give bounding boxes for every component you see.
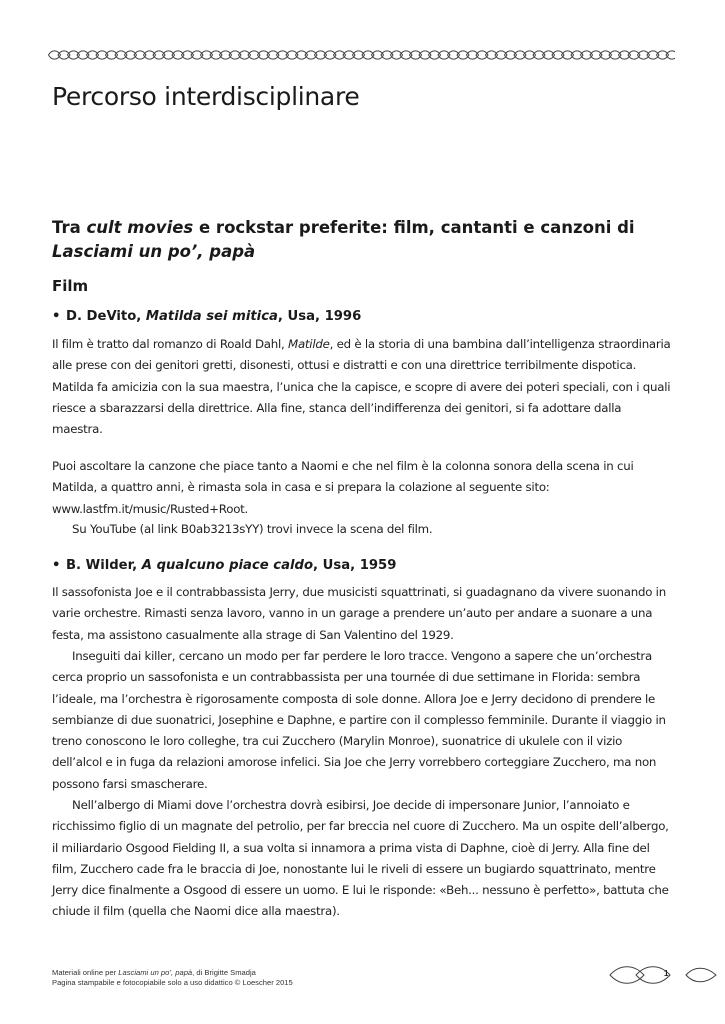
wilder-synopsis-1: Il sassofonista Joe e il contrabbassista Jerry, due musicisti squattrinati, si guadagnano da vivere suonando in varie orchestre. Rimasti senza lavoro, vanno in un garage a prendere un’auto per andare a suonare a una festa, ma assistono casualmente alla strage di San Valentino del 1929. <box>52 585 666 642</box>
matilda-youtube-info: Su YouTube (al link B0ab3213sYY) trovi invece la scena del film. <box>72 522 433 536</box>
footer-copyright: Pagina stampabile e fotocopiabile solo a uso didattico © Loescher 2015 <box>52 978 293 987</box>
chain-border-icon <box>48 48 675 62</box>
wilder-synopsis-3: Nell’albergo di Miami dove l’orchestra dovrà esibirsi, Joe decide di impersonare Junior, l’annoiato e ricchissimo figlio di un magnate del petrolio, per far breccia nel cuore di Zucchero. Ma un ospite dell’albergo, il miliardario Osgood Fielding II, a sua volta si innamora a prima vista di Daphne, cioè di Jerry. Alla fine del film, Zucchero cade fra le braccia di Joe, nonostante lui le riveli di essere un bugiardo squattrinato, mentre Jerry dice finalmente a Osgood di essere un uomo. E lui le risponde: «Beh... nessuno è perfetto», battuta che chiude il film (quella che Naomi dice alla maestra). <box>52 798 669 919</box>
footer-credit: Materiali online per Lasciami un po’, papà, di Brigitte Smadja <box>52 968 256 977</box>
page-number: 1 <box>664 969 669 978</box>
lastfm-link[interactable]: www.lastfm.it/music/Rusted+Root. <box>52 501 249 516</box>
film-heading-matilda: • D. DeVito, Matilda sei mitica, Usa, 1996 <box>52 309 362 324</box>
matilda-song-info: Puoi ascoltare la canzone che piace tanto a Naomi e che nel film è la colonna sonora della scena in cui Matilda, a quattro anni, è rimasta sola in casa e si prepara la colazione al seguente sito: www.lastfm.it/music/Rusted+Root. <box>52 459 634 516</box>
film-subheading: Film <box>52 277 89 295</box>
film-heading-wilder: • B. Wilder, A qualcuno piace caldo, Usa, 1959 <box>52 558 397 573</box>
wilder-synopsis-2: Inseguiti dai killer, cercano un modo per far perdere le loro tracce. Vengono a sapere che un’orchestra cerca proprio un sassofonista e un contrabbassista per una tournée di due settimane in Florida: sembra l’ideale, ma l’orchestra è rigorosamente composta di sole donne. Allora Joe e Jerry decidono di prendere le sembianze di due suonatrici, Josephine e Daphne, e partire con il complesso femminile. Durante il viaggio in treno conoscono le loro colleghe, tra cui Zucchero (Marylin Monroe), suonatrice di ukulele con il vizio dell’alcol e in fuga da relazioni amorose infelici. Sia Joe che Jerry vorrebbero corteggiare Zucchero, ma non possono farsi smascherare. <box>52 649 666 791</box>
page-footer <box>52 968 293 988</box>
section-title: Tra cult movies e rockstar preferite: film, cantanti e canzoni di Lasciami un po’, papà <box>52 218 635 261</box>
page-title: Percorso interdisciplinare <box>52 82 360 111</box>
matilda-synopsis: Il film è tratto dal romanzo di Roald Dahl, Matilde, ed è la storia di una bambina dall’intelligenza straordinaria alle prese con dei genitori gretti, disonesti, ottusi e distratti e con una direttrice terribilmente dispotica. Matilda fa amicizia con la sua maestra, l’unica che la capisce, e scopre di avere dei poteri speciali, con i quali riesce a sbarazzarsi della direttrice. Alla fine, stanca dell’indifferenza dei genitori, si fa adottare dalla maestra. <box>52 337 671 437</box>
